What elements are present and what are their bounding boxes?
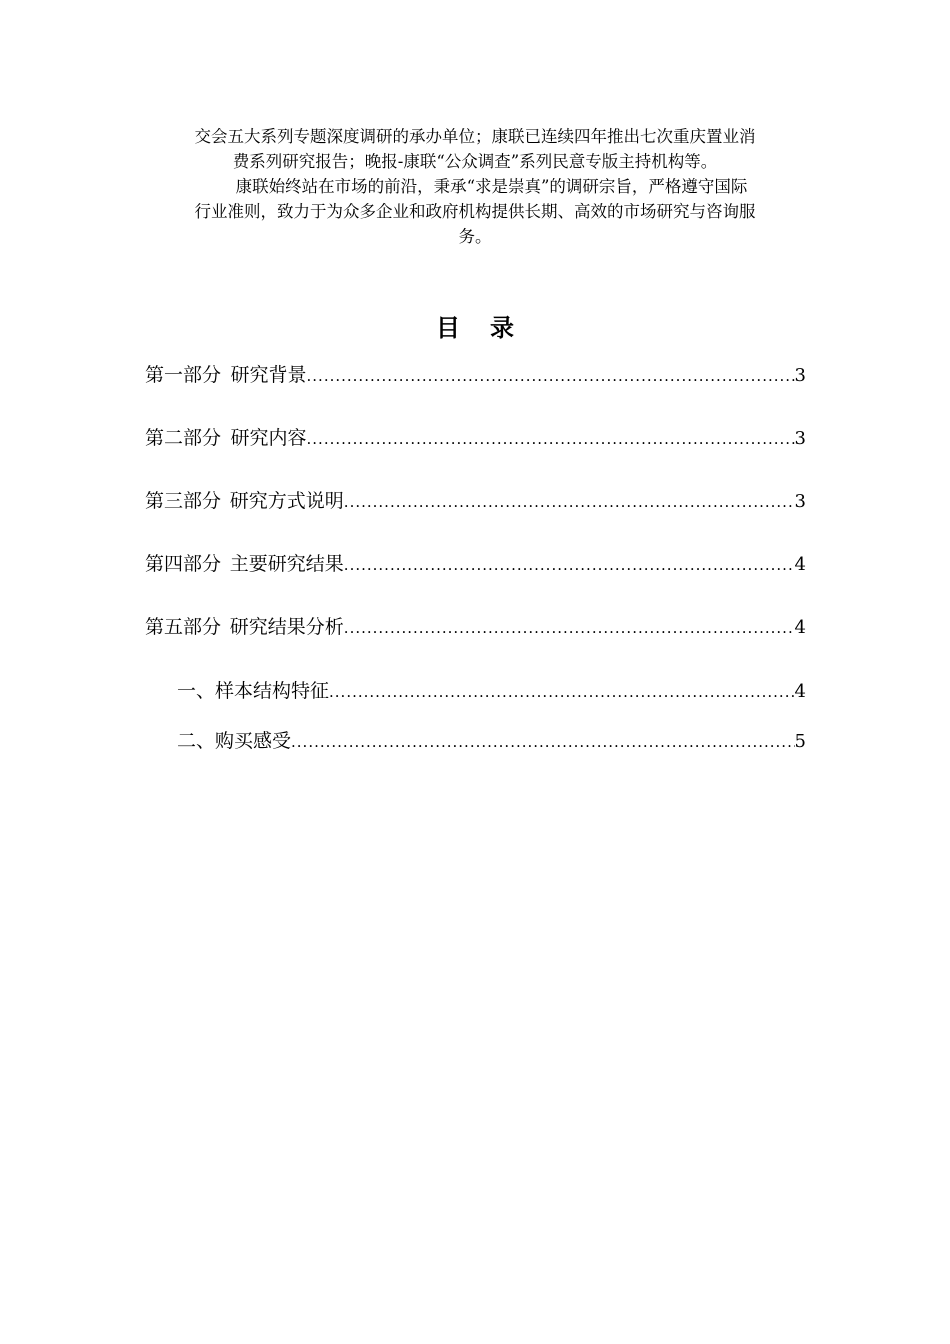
- toc-page-number: 4: [794, 554, 806, 575]
- toc-page-number: 4: [794, 681, 806, 702]
- toc-entry-5[interactable]: [145, 612, 806, 642]
- intro-line: 务。: [458, 227, 492, 246]
- toc-part-label: 第四部分: [145, 553, 222, 575]
- toc-leader-dots: [307, 367, 795, 385]
- intro-line: 费系列研究报告；晚报-康联“公众调查”系列民意专版主持机构等。: [232, 152, 718, 171]
- intro-paragraph: [145, 124, 805, 249]
- toc-leader-dots: [329, 683, 795, 701]
- toc-leader-dots: [291, 733, 795, 751]
- toc-leader-dots: [344, 619, 795, 637]
- toc-part-label: 第五部分: [145, 616, 222, 638]
- toc-leader-dots: [307, 430, 795, 448]
- toc-entry-2[interactable]: [145, 423, 806, 453]
- toc-leader-dots: [344, 493, 795, 511]
- toc-entry-title: 研究结果分析: [229, 616, 344, 638]
- toc-entry-title: 一、样本结构特征: [177, 680, 330, 702]
- toc-page-number: 4: [794, 617, 806, 638]
- toc-page-number: 3: [794, 491, 806, 512]
- toc-entry-1[interactable]: [145, 360, 806, 390]
- toc-title-text: 目录: [436, 313, 544, 342]
- toc-page-number: 3: [794, 365, 806, 386]
- toc-title: [0, 308, 950, 343]
- toc-entry-title: 主要研究结果: [229, 553, 344, 575]
- toc-entry-3[interactable]: [145, 486, 806, 516]
- intro-line: 交会五大系列专题深度调研的承办单位；康联已连续四年推出七次重庆置业消: [194, 127, 756, 146]
- toc-subentry-2[interactable]: [177, 726, 806, 756]
- toc-part-label: 第一部分: [145, 364, 222, 386]
- toc-page-number: 5: [794, 731, 806, 752]
- toc-part-label: 第二部分: [145, 427, 222, 449]
- toc-page-number: 3: [794, 428, 806, 449]
- toc-entry-title: 研究方式说明: [229, 490, 344, 512]
- toc-leader-dots: [344, 556, 795, 574]
- toc-subentry-1[interactable]: [177, 676, 806, 706]
- toc-entry-4[interactable]: [145, 549, 806, 579]
- intro-line: 康联始终站在市场的前沿，秉承“求是崇真”的调研宗旨，严格遵守国际: [202, 177, 748, 196]
- toc-entry-title: 研究背景: [230, 364, 307, 386]
- toc-part-label: 第三部分: [145, 490, 222, 512]
- intro-line: 行业准则，致力于为众多企业和政府机构提供长期、高效的市场研究与咨询服: [194, 202, 756, 221]
- toc-entry-title: 二、购买感受: [177, 730, 292, 752]
- toc-entry-title: 研究内容: [230, 427, 307, 449]
